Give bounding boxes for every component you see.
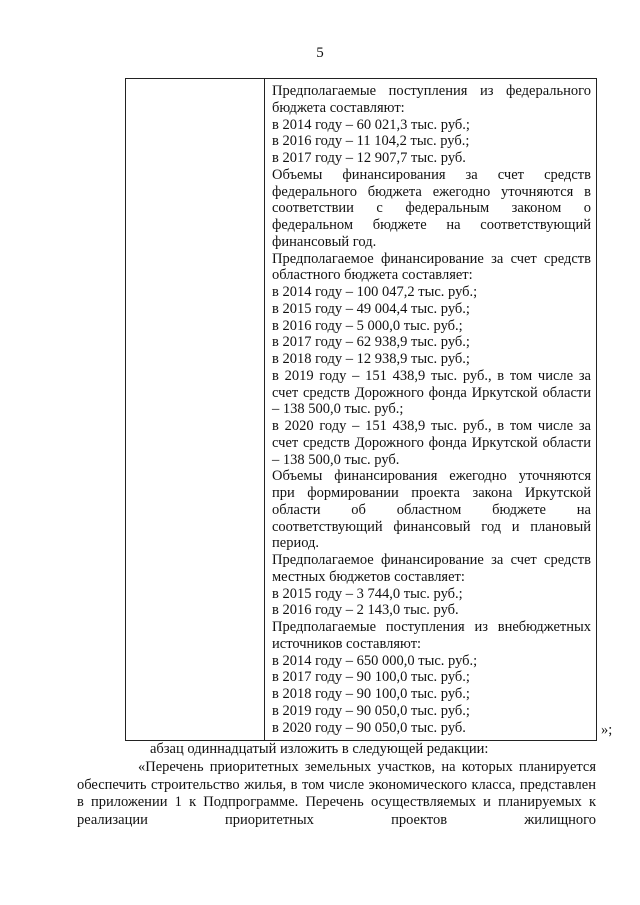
cell-line: Предполагаемое финансирование за счет средств областного бюджета составляет: [272,250,591,284]
cell-line: Предполагаемое финансирование за счет средств местных бюджетов составляет: [272,552,591,585]
cell-line: Объемы финансирования ежегодно уточняются при формировании проекта закона Иркутской области об областном бюджете на соответствующий финансовый год и плановый период. [272,468,591,552]
cell-line: в 2016 году – 5 000,0 тыс. руб.; [272,317,463,334]
paragraph-quote: «Перечень приоритетных земельных участков, на которых планируется обеспечить строительство жилья, в том числе экономического класса, представлен в приложении 1 к Подпрограмме. Перечень осуществляемых и планируемых к реализации приоритетных проектов жилищного [77,758,596,829]
cell-line: в 2020 году – 151 438,9 тыс. руб., в том числе за счет средств Дорожного фонда Иркутской области – 138 500,0 тыс. руб. [272,418,591,468]
paragraph-instruction: абзац одиннадцатый изложить в следующей редакции: [150,741,489,757]
cell-line: в 2016 году – 2 143,0 тыс. руб. [272,602,459,619]
cell-line: в 2019 году – 151 438,9 тыс. руб., в том числе за счет средств Дорожного фонда Иркутской области – 138 500,0 тыс. руб.; [272,367,591,418]
cell-line: Объемы финансирования за счет средств федерального бюджета ежегодно уточняются в соответствии с федеральным законом о федеральном бюджете на соответствующий финансовый год. [272,166,591,250]
cell-line: в 2018 году – 90 100,0 тыс. руб.; [272,686,470,702]
cell-line: в 2015 году – 49 004,4 тыс. руб.; [272,300,470,317]
cell-line: в 2017 году – 62 938,9 тыс. руб.; [272,334,470,351]
body-text [77,741,596,830]
cell-line: в 2014 году – 60 021,3 тыс. руб.; [272,116,470,133]
cell-line: в 2014 году – 100 047,2 тыс. руб.; [272,284,478,300]
cell-line: в 2017 году – 90 100,0 тыс. руб.; [272,669,470,686]
cell-line: в 2016 году – 11 104,2 тыс. руб.; [272,133,470,150]
closing-quote-mark: »; [601,722,613,738]
cell-line: в 2019 году – 90 050,0 тыс. руб.; [272,702,470,719]
cell-line: Предполагаемые поступления из внебюджетных источников составляют: [272,619,591,652]
cell-line: в 2015 году – 3 744,0 тыс. руб.; [272,585,463,602]
financing-table [125,78,597,741]
page-number: 5 [316,45,324,61]
cell-line: в 2017 году – 12 907,7 тыс. руб. [272,150,466,166]
financing-cell [272,83,591,736]
cell-line: в 2020 году – 90 050,0 тыс. руб. [272,719,466,736]
cell-line: в 2018 году – 12 938,9 тыс. руб.; [272,351,470,367]
column-divider [264,79,265,740]
cell-line: в 2014 году – 650 000,0 тыс. руб.; [272,652,478,669]
cell-line: Предполагаемые поступления из федерального бюджета составляют: [272,83,591,116]
